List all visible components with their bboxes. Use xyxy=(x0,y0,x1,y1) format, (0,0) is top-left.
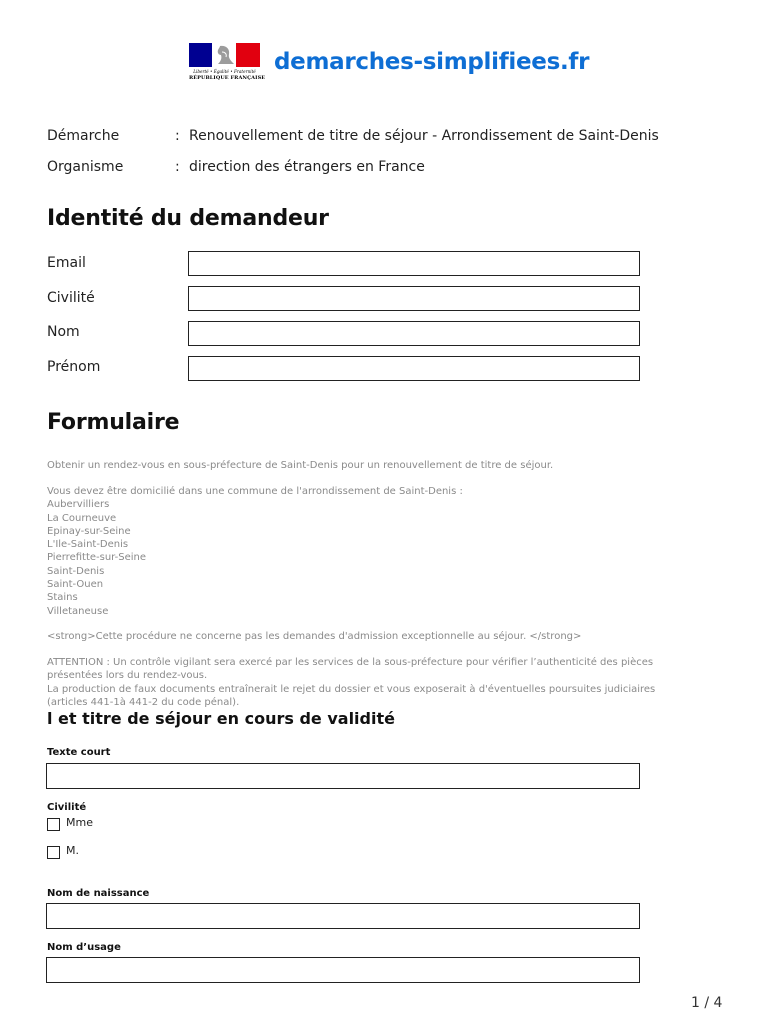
nom-label: Nom xyxy=(47,324,80,340)
commune-item: Aubervilliers xyxy=(47,499,110,511)
republic-name: RÉPUBLIQUE FRANÇAISE xyxy=(189,75,266,81)
mme-option-label: Mme xyxy=(66,816,93,829)
form-intro-text: Obtenir un rendez-vous en sous-préfecture de Saint-Denis pour un renouvellement de titre de séjour. xyxy=(47,460,554,471)
organisme-label: Organisme xyxy=(47,159,124,175)
m-checkbox[interactable] xyxy=(47,846,60,859)
domicile-list xyxy=(47,485,463,618)
attention-line: (articles 441-1à 441-2 du code pénal). xyxy=(47,696,240,708)
commune-item: Pierrefitte-sur-Seine xyxy=(47,552,147,564)
texte-court-label: Texte court xyxy=(47,747,111,758)
demarche-label: Démarche xyxy=(47,128,120,144)
email-field[interactable] xyxy=(188,251,640,276)
civilite-choice-label: Civilité xyxy=(47,802,87,813)
marianne-logo xyxy=(189,43,266,83)
demarche-separator: : xyxy=(175,128,180,144)
site-name-link[interactable]: demarches-simplifiees.fr xyxy=(274,49,590,75)
nom-usage-label: Nom d’usage xyxy=(47,942,121,953)
admission-note: <strong>Cette procédure ne concerne pas les demandes d'admission exceptionnelle au séjour. </strong> xyxy=(47,631,582,642)
prenom-label: Prénom xyxy=(47,359,101,375)
civilite-field[interactable] xyxy=(188,286,640,311)
republic-motto: Liberté • Égalité • Fraternité xyxy=(193,69,256,74)
commune-item: Saint-Ouen xyxy=(47,579,104,591)
attention-line: présentées lors du rendez-vous. xyxy=(47,670,208,682)
identity-section-title: Identité du demandeur xyxy=(47,206,329,231)
email-label: Email xyxy=(47,255,86,271)
prenom-field[interactable] xyxy=(188,356,640,381)
nom-usage-field[interactable] xyxy=(46,957,640,983)
organisme-separator: : xyxy=(175,159,180,175)
commune-item: La Courneuve xyxy=(47,512,117,524)
attention-text xyxy=(47,656,655,709)
commune-item: L'Ile-Saint-Denis xyxy=(47,539,129,551)
commune-item: Villetaneuse xyxy=(47,605,109,617)
mme-checkbox[interactable] xyxy=(47,818,60,831)
nom-naissance-field[interactable] xyxy=(46,903,640,929)
m-option-label: M. xyxy=(66,844,79,857)
demarche-value: Renouvellement de titre de séjour - Arrondissement de Saint-Denis xyxy=(189,128,659,144)
french-flag-icon xyxy=(189,43,260,67)
organisme-value: direction des étrangers en France xyxy=(189,159,425,175)
nom-field[interactable] xyxy=(188,321,640,346)
domicile-line: Vous devez être domicilié dans une commune de l'arrondissement de Saint-Denis : xyxy=(47,486,463,497)
form-section-title: Formulaire xyxy=(47,410,180,435)
attention-line: La production de faux documents entraînerait le rejet du dossier et vous exposerait à d'éventuelles poursuites judiciaires xyxy=(47,683,656,695)
commune-item: Epinay-sur-Seine xyxy=(47,525,131,537)
texte-court-field[interactable] xyxy=(46,763,640,789)
commune-item: Stains xyxy=(47,592,78,604)
commune-item: Saint-Denis xyxy=(47,565,105,577)
page-number: 1 / 4 xyxy=(691,995,723,1011)
attention-line: ATTENTION : Un contrôle vigilant sera exercé par les services de la sous-préfecture pour vérifier l’authenticité des pièces xyxy=(47,657,654,668)
nom-naissance-label: Nom de naissance xyxy=(47,888,150,899)
civilite-label: Civilité xyxy=(47,290,95,306)
titre-sejour-subheading: l et titre de séjour en cours de validité xyxy=(47,709,395,728)
